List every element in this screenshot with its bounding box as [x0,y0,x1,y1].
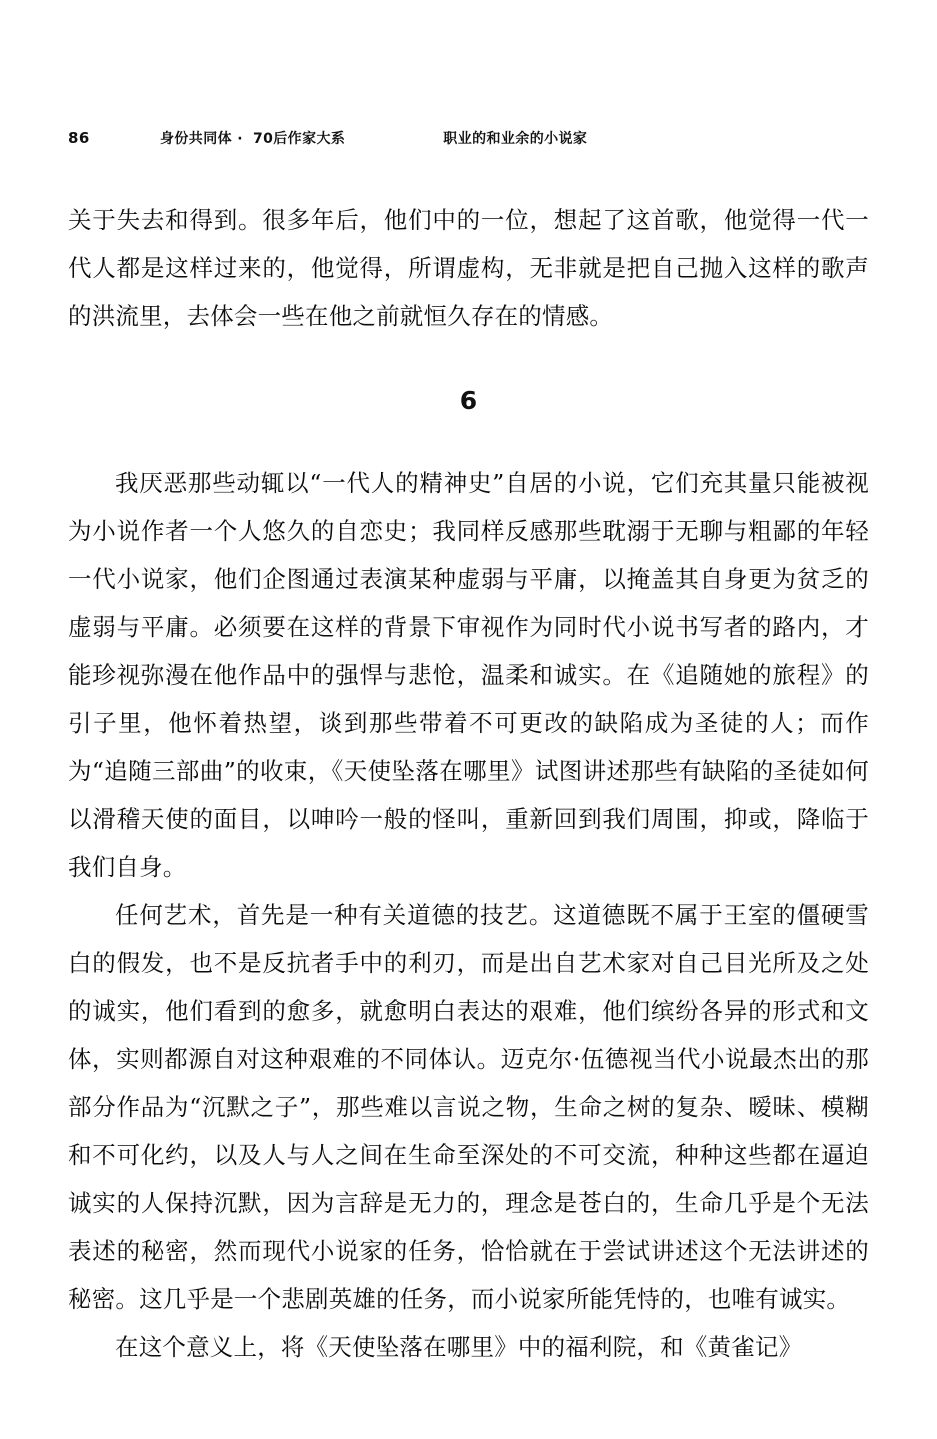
paragraph: 在这个意义上，将《天使坠落在哪里》中的福利院，和《黄雀记》 [115,1333,803,1361]
paragraph: 任何艺术，首先是一种有关道德的技艺。这道德既不属于王室的僵硬雪白的假发，也不是反抗者手中的利刃，而是出自艺术家对自己目光所及之处的诚实，他们看到的愈多，就愈明白表达的艰难，他们缤纷各异的形式和文体，实则都源自对这种艰难的不同体认。迈克尔·伍德视当代小说最杰出的那部分作品为“沉默之子”，那些难以言说之物，生命之树的复杂、暧昧、模糊和不可化约，以及人与人之间在生命至深处的不可交流，种种这些都在逼迫诚实的人保持沉默，因为言辞是无力的，理念是苍白的，生命几乎是个无法表述的秘密，然而现代小说家的任务，恰恰就在于尝试讲述这个无法讲述的秘密。这几乎是一个悲剧英雄的任务，而小说家所能凭恃的，也唯有诚实。 [68,901,869,1313]
paragraph-continuation: 关于失去和得到。很多年后，他们中的一位，想起了这首歌，他觉得一代一代人都是这样过来的，他觉得，所谓虚构，无非就是把自己抛入这样的歌声的洪流里，去体会一些在他之前就恒久存在的情感。 [68,206,869,330]
section-number: 6 [459,386,478,415]
chapter-title: 职业的和业余的小说家 [443,131,588,147]
series-title-right: 70后作家大系 [253,131,346,147]
paragraph: 我厌恶那些动辄以“一代人的精神史”自居的小说，它们充其量只能被视为小说作者一个人悠久的自恋史；我同样反感那些耽溺于无聊与粗鄙的年轻一代小说家，他们企图通过表演某种虚弱与平庸，以掩盖其自身更为贫乏的虚弱与平庸。必须要在这样的背景下审视作为同时代小说书写者的路内，才能珍视弥漫在他作品中的强悍与悲怆，温柔和诚实。在《追随她的旅程》的引子里，他怀着热望，谈到那些带着不可更改的缺陷成为圣徒的人；而作为“追随三部曲”的收束，《天使坠落在哪里》试图讲述那些有缺陷的圣徒如何以滑稽天使的面目，以呻吟一般的怪叫，重新回到我们周围，抑或，降临于我们自身。 [68,469,869,881]
body-text [68,196,869,1371]
page-number: 86 [68,129,90,147]
series-title-left: 身份共同体 · [160,131,243,147]
running-head [68,128,869,150]
